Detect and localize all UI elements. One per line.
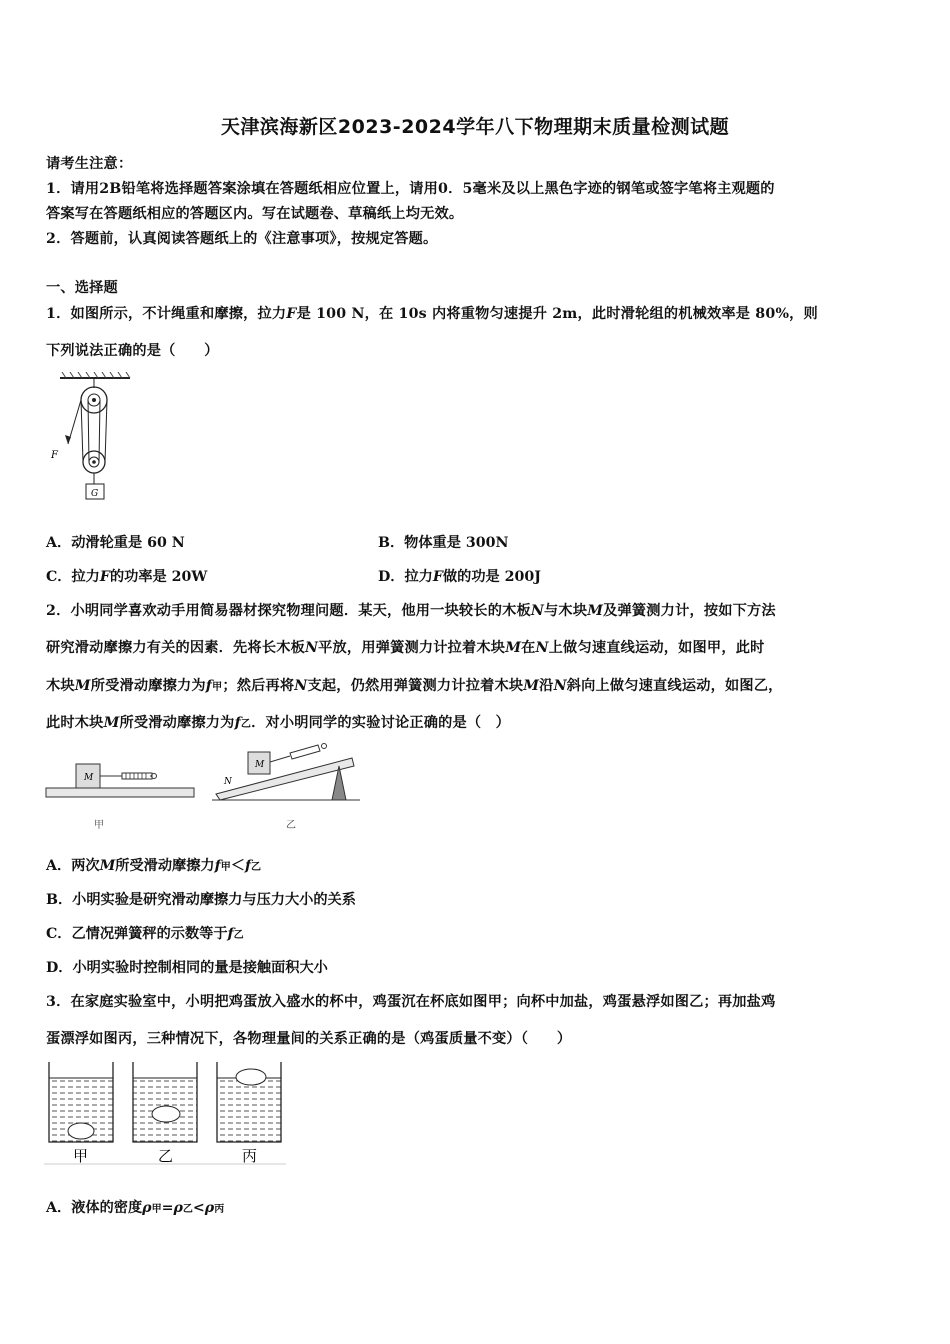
q1-figure-label-F: F <box>51 450 58 461</box>
q2-stem-line-4: 此时木块M所受滑动摩擦力为f乙．对小明同学的实验讨论正确的是（ ） <box>46 715 511 731</box>
notice-item-2: 2．答题前，认真阅读答题纸上的《注意事项》，按规定答题。 <box>46 231 438 247</box>
q2-option-a: A．两次M所受滑动摩擦力f甲＜f乙 <box>46 858 262 874</box>
q3-stem-line-2: 蛋漂浮如图丙，三种情况下，各物理量间的关系正确的是（鸡蛋质量不变）（ ） <box>46 1031 572 1047</box>
q1-pulley-figure <box>48 372 138 504</box>
q2-stem-line-1: 2．小明同学喜欢动手用简易器材探究物理问题．某天，他用一块较长的木板N与木块M及弹簧测力计，按如下方法 <box>46 603 776 619</box>
q2-figure-label-jia: 甲 <box>94 820 104 831</box>
notice-item-1-line-1: 1．请用2B铅笔将选择题答案涂填在答题纸相应位置上，请用0．5毫米及以上黑色字迹的钢笔或签字笔将主观题的 <box>46 181 775 197</box>
q3-figure-label-bing: 丙 <box>242 1147 258 1165</box>
q2-option-b: B．小明实验是研究滑动摩擦力与压力大小的关系 <box>46 892 356 908</box>
q3-stem-line-1: 3．在家庭实验室中，小明把鸡蛋放入盛水的杯中，鸡蛋沉在杯底如图甲；向杯中加盐，鸡蛋悬浮如图乙；再加盐鸡 <box>46 994 776 1010</box>
q1-option-c: C．拉力F的功率是 20W <box>46 569 208 585</box>
q2-figure-label-N: N <box>224 777 232 787</box>
q2-figure-yi <box>212 740 362 834</box>
q2-stem-line-3: 木块M所受滑动摩擦力为f甲；然后再将N支起，仍然用弹簧测力计拉着木块M沿N斜向上做匀速直线运动，如图乙， <box>46 678 783 694</box>
q2-figure-jia <box>44 752 196 834</box>
q3-option-a: A．液体的密度ρ甲=ρ乙<ρ丙 <box>46 1200 225 1216</box>
q1-option-b: B．物体重是 300N <box>378 535 509 551</box>
q2-stem-line-2: 研究滑动摩擦力有关的因素．先将长木板N平放，用弹簧测力计拉着木块M在N上做匀速直线运动，如图甲，此时 <box>46 640 765 656</box>
q2-figure-label-yi: 乙 <box>286 820 296 831</box>
q1-option-d: D．拉力F做的功是 200J <box>378 569 541 585</box>
notice-heading: 请考生注意： <box>46 156 133 172</box>
q2-option-c: C．乙情况弹簧秤的示数等于f乙 <box>46 926 244 942</box>
q1-option-a: A．动滑轮重是 60 N <box>46 535 185 551</box>
q1-stem-line-2: 下列说法正确的是（ ） <box>46 343 219 359</box>
q1-figure-label-G: G <box>91 489 99 499</box>
notice-item-1-line-2: 答案写在答题纸相应的答题区内。写在试题卷、草稿纸上均无效。 <box>46 206 464 222</box>
q2-option-d: D．小明实验时控制相同的量是接触面积大小 <box>46 960 328 976</box>
q3-figure-label-yi: 乙 <box>158 1147 174 1165</box>
page-title: 天津滨海新区2023-2024学年八下物理期末质量检测试题 <box>220 116 730 138</box>
q3-egg-figure <box>44 1060 286 1170</box>
svg-text:M: M <box>255 760 265 770</box>
q1-stem-line-1: 1．如图所示，不计绳重和摩擦，拉力F是 100 N，在 10s 内将重物匀速提升 2m，此时滑轮组的机械效率是 80%，则 <box>46 306 818 322</box>
svg-text:M: M <box>84 773 94 783</box>
q3-figure-label-jia: 甲 <box>73 1147 89 1165</box>
section-heading: 一、选择题 <box>46 280 118 296</box>
